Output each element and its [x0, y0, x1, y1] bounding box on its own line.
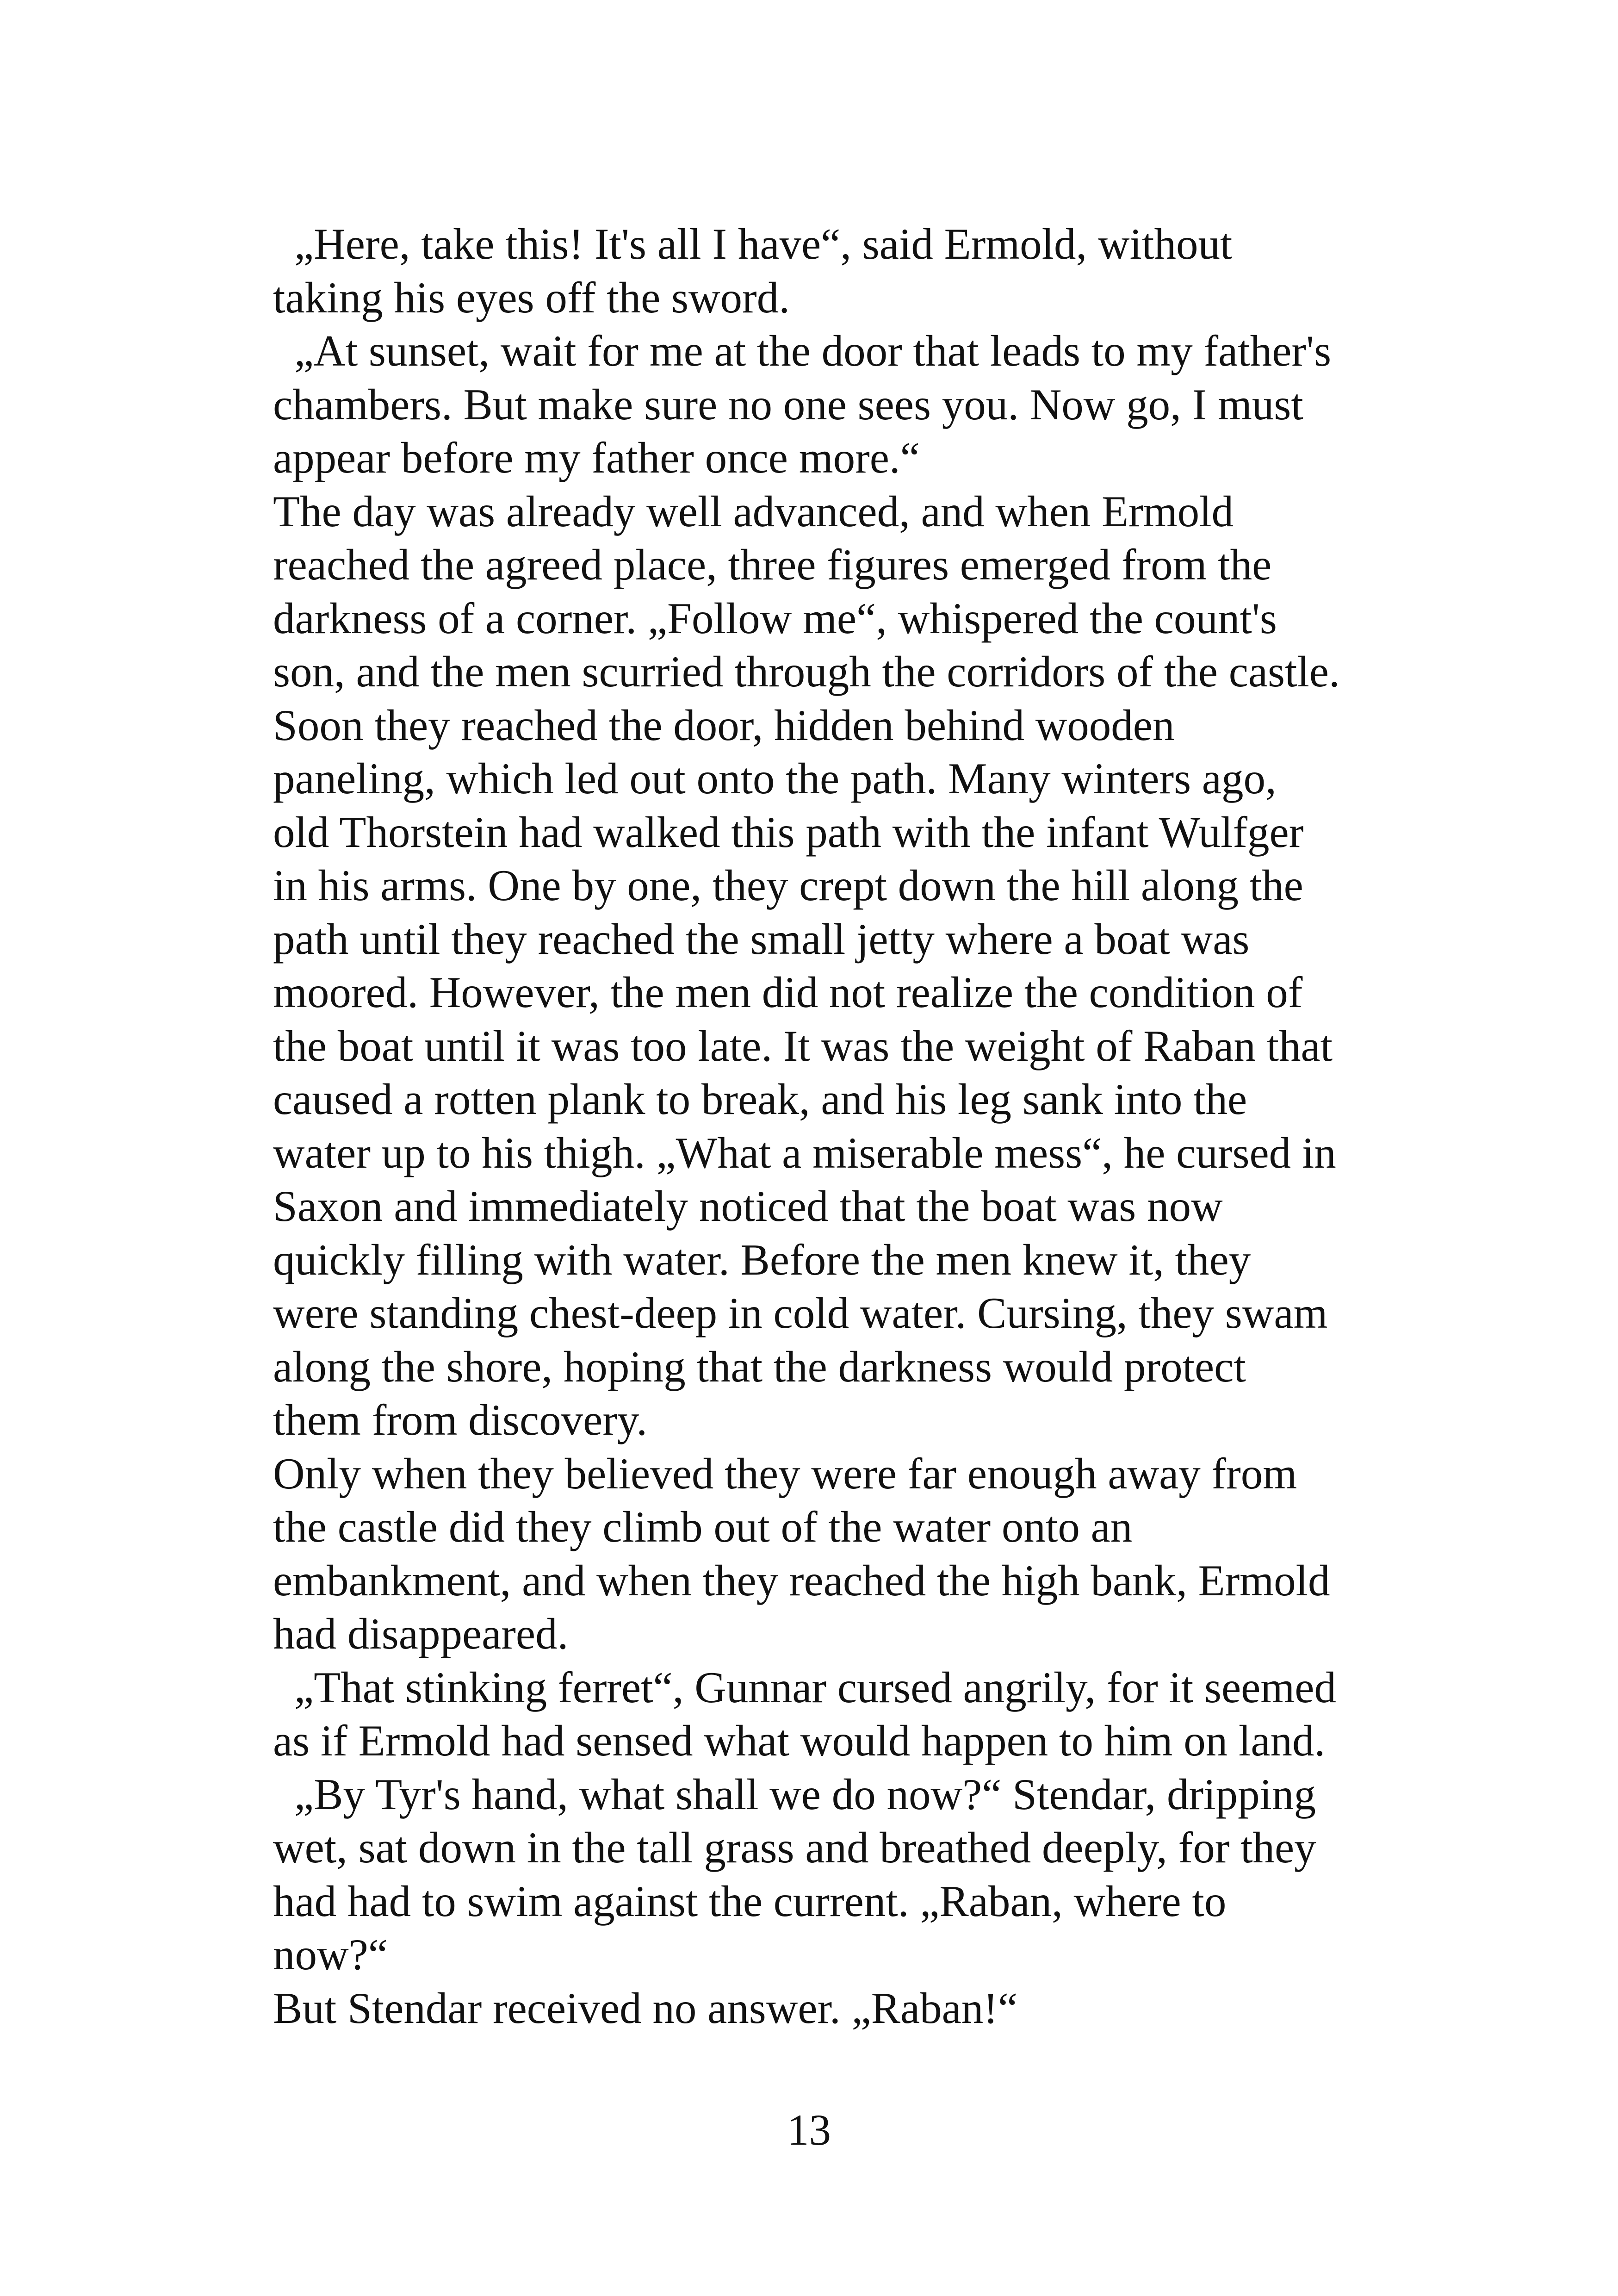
body-text: [273, 218, 1416, 2035]
text-line: wet, sat down in the tall grass and breathed deeply, for they: [273, 1823, 1316, 1872]
text-line: moored. However, the men did not realize the condition of: [273, 968, 1303, 1017]
text-line: But Stendar received no answer. „Raban!“: [273, 1983, 1018, 2033]
text-line: the boat until it was too late. It was the weight of Raban that: [273, 1021, 1333, 1070]
text-line: reached the agreed place, three figures emerged from the: [273, 540, 1272, 589]
text-line: chambers. But make sure no one sees you. Now go, I must: [273, 380, 1303, 429]
text-line: „That stinking ferret“, Gunnar cursed angrily, for it seemed: [294, 1662, 1336, 1712]
text-line: taking his eyes off the sword.: [273, 273, 790, 322]
text-line: appear before my father once more.“: [273, 433, 920, 482]
page-number: 13: [787, 2105, 831, 2154]
text-line: old Thorstein had walked this path with the infant Wulfger: [273, 807, 1304, 857]
text-line: in his arms. One by one, they crept down the hill along the: [273, 861, 1303, 910]
text-line: now?“: [273, 1930, 388, 1979]
text-line: darkness of a corner. „Follow me“, whispered the count's: [273, 593, 1277, 643]
text-line: water up to his thigh. „What a miserable mess“, he cursed in: [273, 1128, 1336, 1177]
text-line: paneling, which led out onto the path. Many winters ago,: [273, 754, 1277, 803]
text-line: had disappeared.: [273, 1609, 569, 1658]
text-line: embankment, and when they reached the high bank, Ermold: [273, 1556, 1330, 1605]
text-line: Only when they believed they were far enough away from: [273, 1449, 1297, 1498]
text-line: along the shore, hoping that the darkness would protect: [273, 1342, 1246, 1391]
text-line: caused a rotten plank to break, and his leg sank into the: [273, 1075, 1247, 1124]
text-line: had had to swim against the current. „Raban, where to: [273, 1876, 1227, 1926]
text-line: were standing chest-deep in cold water. Cursing, they swam: [273, 1288, 1328, 1338]
text-line: as if Ermold had sensed what would happen to him on land.: [273, 1716, 1326, 1765]
text-line: path until they reached the small jetty where a boat was: [273, 914, 1250, 964]
text-line: The day was already well advanced, and when Ermold: [273, 486, 1234, 536]
text-line: Soon they reached the door, hidden behind wooden: [273, 700, 1175, 750]
text-line: „By Tyr's hand, what shall we do now?“ Stendar, dripping: [294, 1769, 1316, 1819]
text-line: „At sunset, wait for me at the door that leads to my father's: [294, 326, 1332, 375]
text-line: „Here, take this! It's all I have“, said Ermold, without: [294, 219, 1233, 268]
text-line: the castle did they climb out of the water onto an: [273, 1502, 1133, 1551]
text-line: them from discovery.: [273, 1395, 648, 1444]
text-line: quickly filling with water. Before the men knew it, they: [273, 1235, 1251, 1284]
text-line: son, and the men scurried through the corridors of the castle.: [273, 647, 1340, 696]
text-line: Saxon and immediately noticed that the boat was now: [273, 1182, 1223, 1231]
